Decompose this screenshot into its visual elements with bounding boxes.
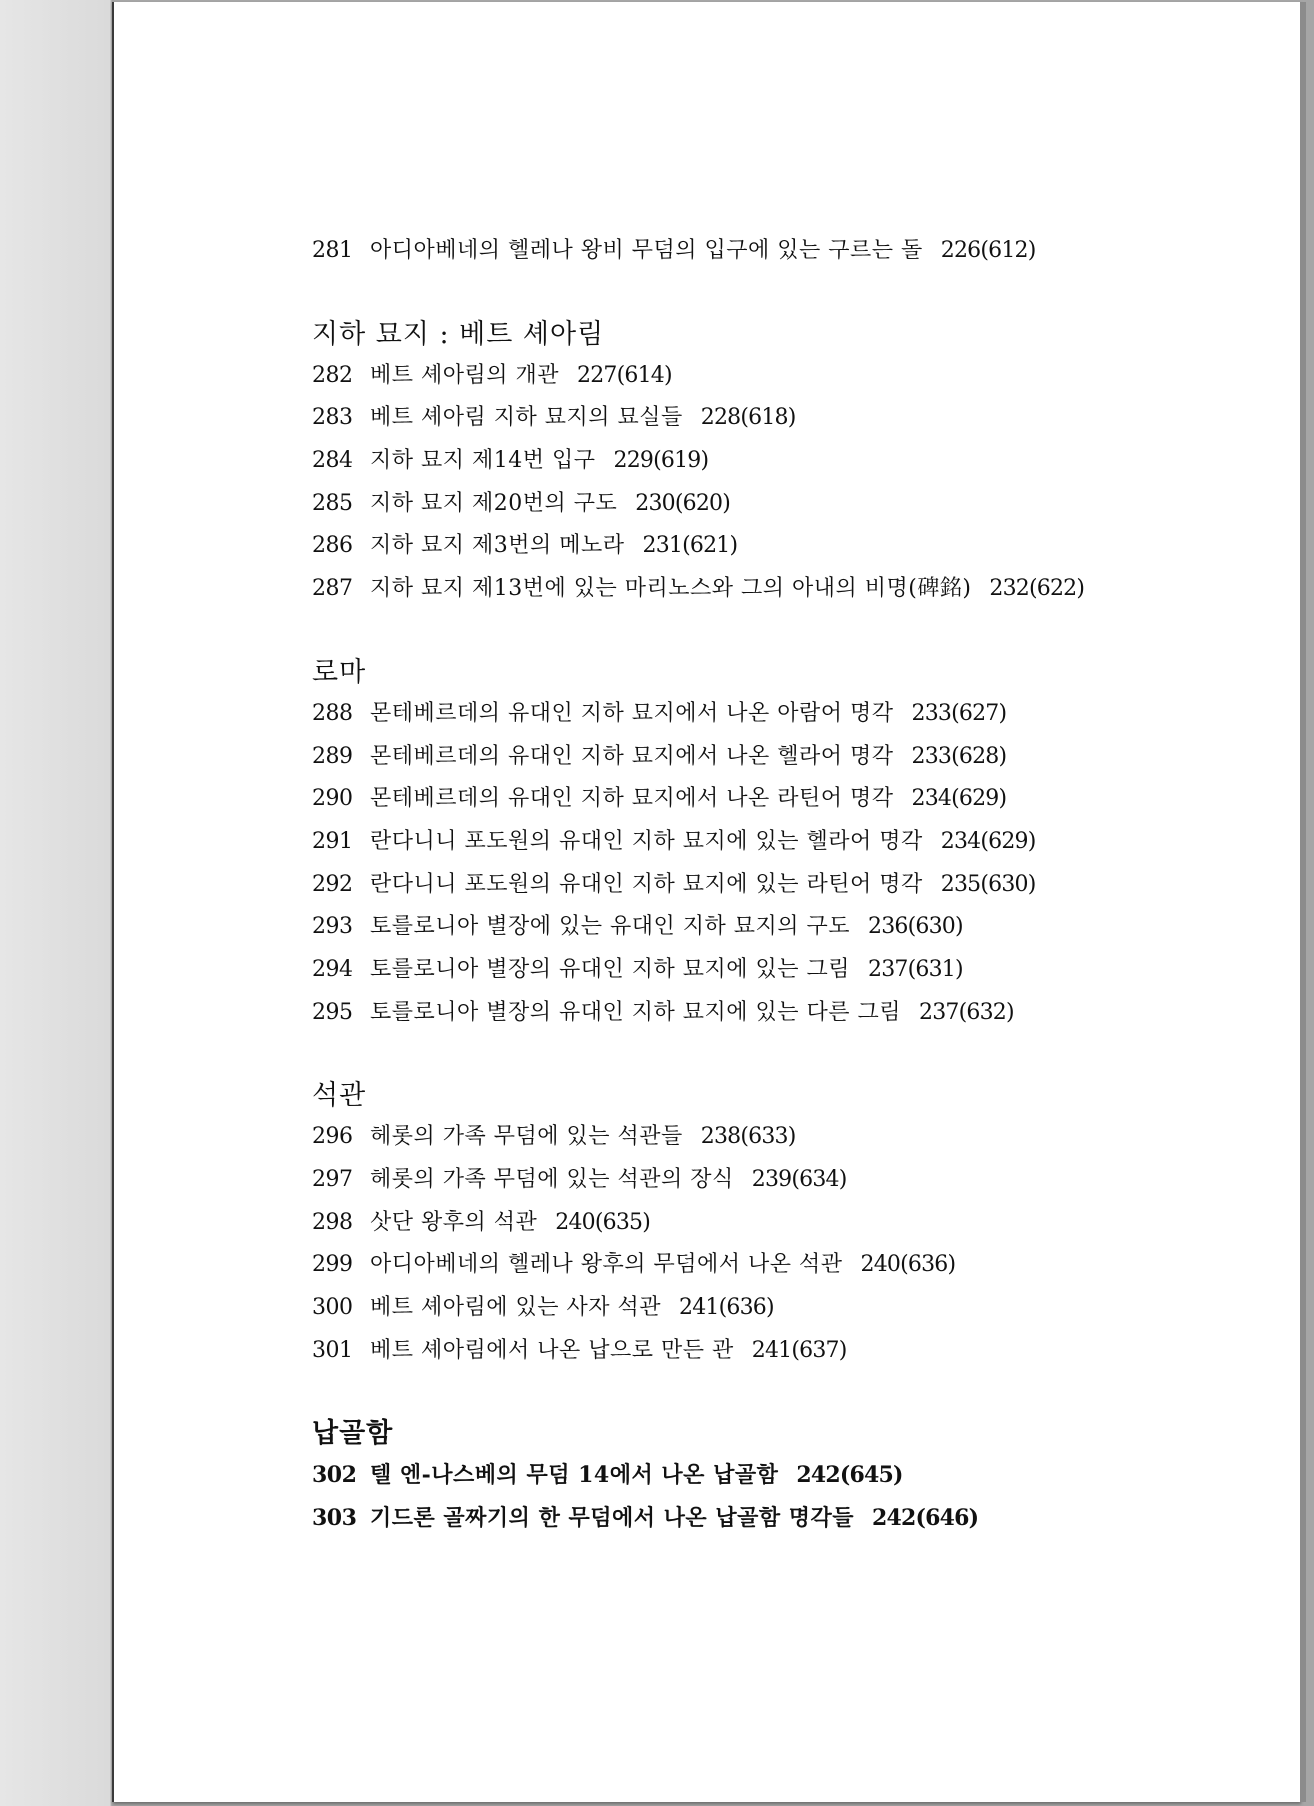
figure-entry	[312, 821, 1212, 864]
figure-title: 지하 묘지 제20번의 구도	[370, 490, 618, 516]
figure-title: 토를로니아 별장의 유대인 지하 묘지에 있는 그림	[370, 956, 851, 982]
figure-number: 296	[312, 1124, 353, 1150]
figure-entry	[312, 483, 1212, 526]
figure-number: 301	[312, 1337, 353, 1363]
figure-entry	[312, 736, 1212, 779]
figure-page-ref: 230(620)	[635, 490, 730, 516]
figure-number: 295	[312, 999, 353, 1025]
figure-page-ref: 229(619)	[613, 448, 709, 474]
figure-title: 지하 묘지 제13번에 있는 마리노스와 그의 아내의 비명(碑銘)	[370, 576, 972, 602]
figure-number: 289	[312, 743, 353, 769]
figure-entry	[312, 864, 1212, 907]
figure-number: 293	[312, 914, 353, 940]
figure-number: 303	[312, 1505, 357, 1532]
section-title: 지하 묘지 : 베트 셰아림	[312, 318, 605, 350]
figure-entry	[312, 397, 1212, 440]
figure-entry	[312, 1159, 1212, 1202]
figure-title: 토를로니아 별장에 있는 유대인 지하 묘지의 구도	[370, 914, 851, 940]
figure-page-ref: 241(636)	[679, 1295, 774, 1321]
figure-entry	[312, 525, 1212, 568]
figure-entry	[312, 1244, 1212, 1287]
figure-title: 지하 묘지 제3번의 메노라	[370, 533, 625, 559]
figure-number: 302	[312, 1462, 357, 1489]
figure-page-ref: 237(631)	[868, 956, 963, 982]
figure-entry	[312, 1454, 1212, 1497]
figure-number: 290	[312, 786, 353, 812]
figure-number: 299	[312, 1252, 353, 1278]
section-title: 납골함	[312, 1418, 394, 1450]
figure-number: 281	[312, 238, 353, 263]
figure-page-ref: 242(646)	[872, 1505, 979, 1532]
figure-page-ref: 235(630)	[940, 871, 1036, 897]
figure-page-ref: 234(629)	[911, 786, 1007, 812]
section-title: 석관	[312, 1080, 367, 1112]
section-underground-tombs	[312, 315, 1212, 611]
figure-title: 베트 셰아림 지하 묘지의 묘실들	[370, 405, 683, 431]
figure-number: 288	[312, 700, 353, 726]
figure-title: 지하 묘지 제14번 입구	[370, 448, 596, 474]
figure-title: 베트 셰아림에서 나온 납으로 만든 관	[370, 1337, 734, 1363]
figure-number: 292	[312, 871, 353, 897]
figure-page-ref: 227(614)	[577, 362, 672, 388]
figure-title: 몬테베르데의 유대인 지하 묘지에서 나온 라틴어 명각	[370, 786, 894, 812]
figure-number: 284	[312, 448, 353, 474]
figure-page-ref: 242(645)	[796, 1462, 903, 1489]
figure-entry	[312, 1330, 1212, 1373]
figure-page-ref: 231(621)	[642, 533, 738, 559]
figure-number: 297	[312, 1167, 353, 1192]
figure-number: 287	[312, 576, 353, 602]
figure-entry	[312, 778, 1212, 821]
figure-title: 베트 셰아림의 개관	[370, 362, 560, 388]
figure-entry	[312, 230, 1212, 273]
figure-title: 토를로니아 별장의 유대인 지하 묘지에 있는 다른 그림	[370, 999, 901, 1025]
figure-page-ref: 232(622)	[989, 576, 1085, 602]
figure-page-ref: 240(635)	[555, 1209, 651, 1235]
figure-title: 텔 엔-나스베의 무덤 14에서 나온 납골함	[370, 1462, 779, 1489]
list-of-figures	[312, 230, 1212, 1540]
figure-title: 란다니니 포도원의 유대인 지하 묘지에 있는 헬라어 명각	[370, 828, 923, 854]
figure-entry	[312, 568, 1212, 611]
figure-title: 헤롯의 가족 무덤에 있는 석관들	[370, 1124, 683, 1150]
figure-page-ref: 241(637)	[751, 1337, 847, 1363]
figure-page-ref: 239(634)	[751, 1167, 847, 1192]
figure-title: 베트 셰아림에 있는 사자 석관	[370, 1295, 661, 1321]
section-title: 로마	[312, 656, 367, 688]
figure-page-ref: 228(618)	[700, 405, 796, 431]
figure-entry	[312, 1287, 1212, 1330]
figure-page-ref: 238(633)	[700, 1124, 796, 1150]
figure-page-ref: 233(628)	[911, 743, 1007, 769]
figure-title: 란다니니 포도원의 유대인 지하 묘지에 있는 라틴어 명각	[370, 871, 923, 897]
figure-number: 285	[312, 490, 353, 516]
figure-entry	[312, 1497, 1212, 1540]
figure-page-ref: 236(630)	[868, 914, 963, 940]
section-sarcophagi	[312, 1076, 1212, 1372]
figure-title: 삿단 왕후의 석관	[370, 1209, 538, 1235]
figure-page-ref: 237(632)	[919, 999, 1014, 1025]
figure-number: 294	[312, 956, 353, 982]
section-ossuaries	[312, 1414, 1212, 1539]
figure-entry	[312, 1116, 1212, 1159]
figure-page-ref: 234(629)	[940, 828, 1036, 854]
figure-entry	[312, 949, 1212, 992]
figure-entry	[312, 992, 1212, 1035]
document-page	[112, 2, 1300, 1802]
section-rome	[312, 653, 1212, 1035]
figure-entry	[312, 1202, 1212, 1245]
figure-title: 기드론 골짜기의 한 무덤에서 나온 납골함 명각들	[370, 1505, 854, 1532]
figure-page-ref: 233(627)	[911, 700, 1007, 726]
figure-number: 300	[312, 1295, 353, 1321]
figure-page-ref: 226(612)	[940, 238, 1036, 263]
figure-number: 298	[312, 1209, 353, 1235]
figure-number: 283	[312, 405, 353, 431]
figure-number: 291	[312, 828, 353, 854]
figure-title: 헤롯의 가족 무덤에 있는 석관의 장식	[370, 1167, 734, 1192]
figure-entry	[312, 355, 1212, 398]
figure-entry	[312, 440, 1212, 483]
figure-title: 아디아베네의 헬레나 왕후의 무덤에서 나온 석관	[370, 1252, 843, 1278]
figure-title: 아디아베네의 헬레나 왕비 무덤의 입구에 있는 구르는 돌	[370, 238, 923, 263]
figure-number: 286	[312, 533, 353, 559]
figure-number: 282	[312, 362, 353, 388]
figure-entry	[312, 906, 1212, 949]
figure-entry	[312, 693, 1212, 736]
figure-title: 몬테베르데의 유대인 지하 묘지에서 나온 헬라어 명각	[370, 743, 894, 769]
figure-title: 몬테베르데의 유대인 지하 묘지에서 나온 아람어 명각	[370, 700, 894, 726]
figure-page-ref: 240(636)	[860, 1252, 956, 1278]
